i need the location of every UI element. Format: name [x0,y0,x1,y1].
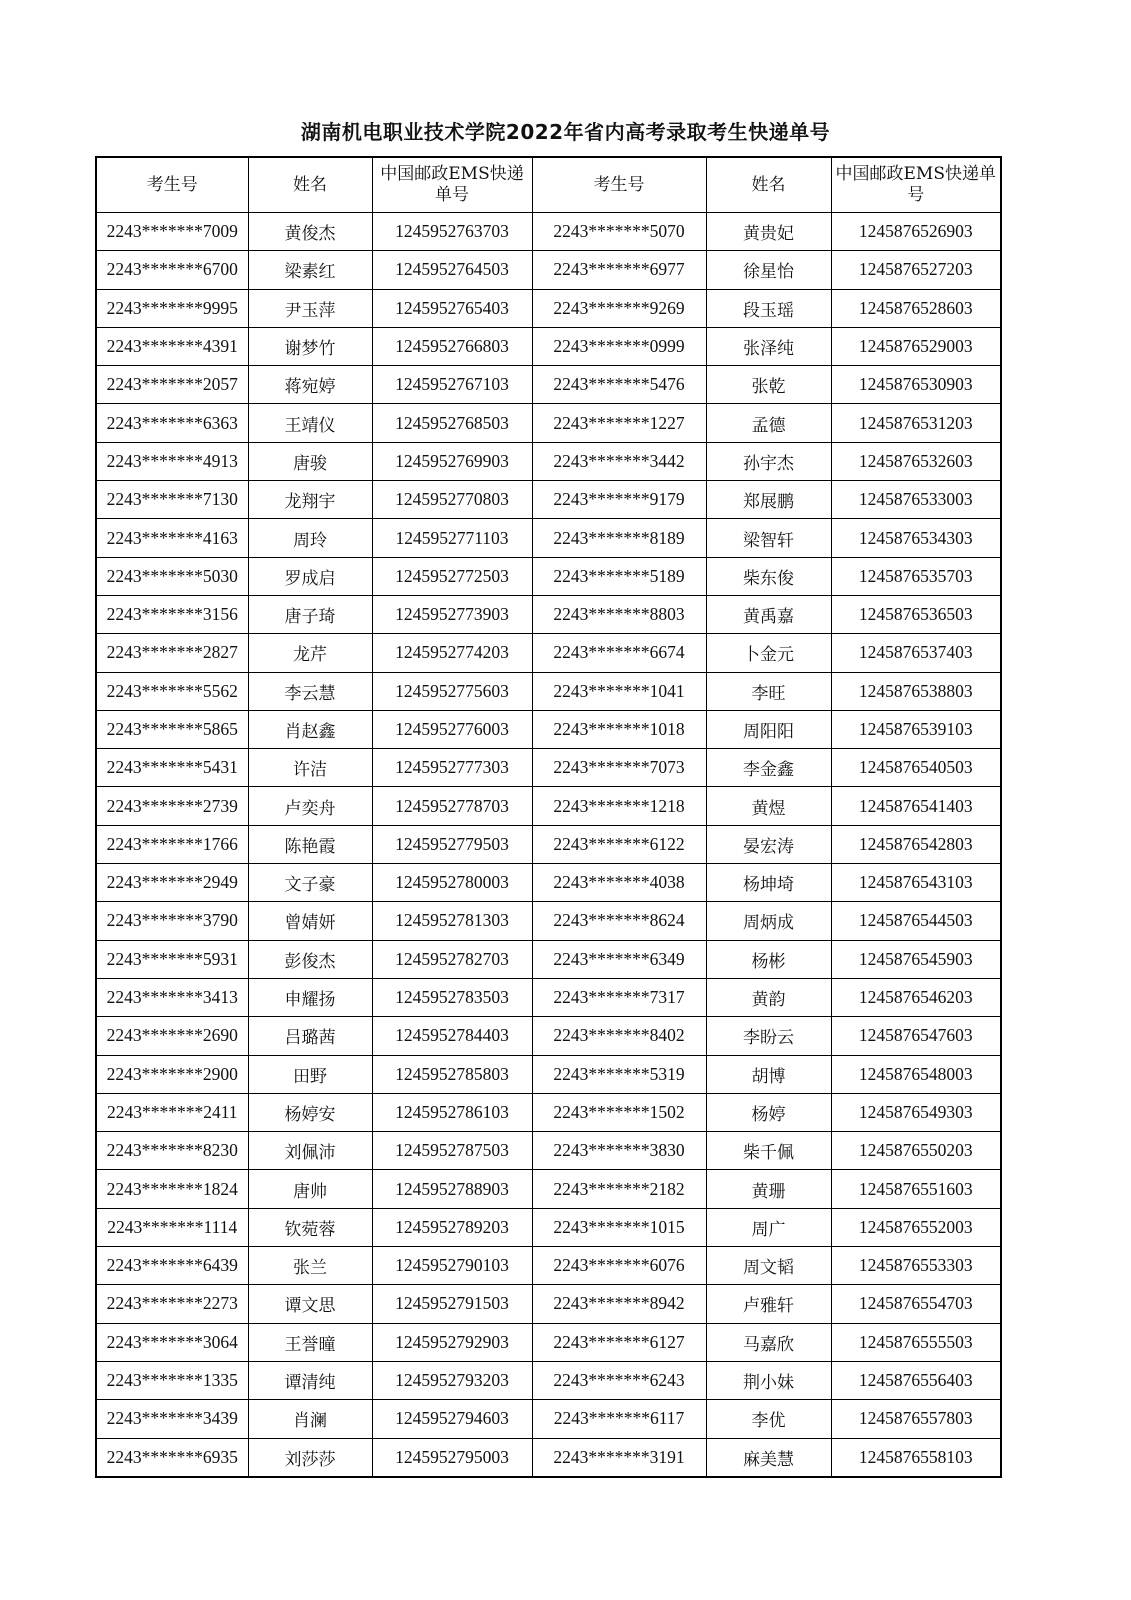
ems-number-cell: 1245876539103 [831,710,1001,748]
candidate-id-cell: 2243*******7009 [96,213,248,251]
name-cell: 张泽纯 [706,327,831,365]
name-cell: 周炳成 [706,902,831,940]
name-cell: 龙芹 [248,634,372,672]
table-row [96,1438,1001,1477]
ems-number-cell: 1245952770803 [372,481,532,519]
name-cell: 唐子琦 [248,595,372,633]
name-cell: 徐星怡 [706,251,831,289]
candidate-id-cell: 2243*******1041 [532,672,706,710]
table-row [96,1285,1001,1323]
candidate-id-cell: 2243*******3830 [532,1132,706,1170]
ems-number-cell: 1245876544503 [831,902,1001,940]
name-cell: 刘莎莎 [248,1438,372,1477]
ems-number-cell: 1245952786103 [372,1093,532,1131]
ems-number-cell: 1245876546203 [831,978,1001,1016]
name-cell: 周玲 [248,519,372,557]
candidate-id-cell: 2243*******6439 [96,1247,248,1285]
candidate-id-cell: 2243*******6243 [532,1361,706,1399]
candidate-id-cell: 2243*******1335 [96,1361,248,1399]
candidate-id-cell: 2243*******2900 [96,1055,248,1093]
ems-number-cell: 1245876534303 [831,519,1001,557]
candidate-id-cell: 2243*******8230 [96,1132,248,1170]
candidate-id-cell: 2243*******9995 [96,289,248,327]
name-cell: 唐骏 [248,442,372,480]
name-cell: 胡博 [706,1055,831,1093]
ems-number-cell: 1245876535703 [831,557,1001,595]
ems-number-cell: 1245876548003 [831,1055,1001,1093]
header-ems-number: 中国邮政EMS快递单号 [831,157,1001,213]
table-row [96,710,1001,748]
name-cell: 柴千佩 [706,1132,831,1170]
candidate-id-cell: 2243*******5189 [532,557,706,595]
header-candidate-id: 考生号 [532,157,706,213]
name-cell: 卜金元 [706,634,831,672]
name-cell: 文子豪 [248,864,372,902]
ems-number-cell: 1245952780003 [372,864,532,902]
ems-number-cell: 1245952767103 [372,366,532,404]
candidate-id-cell: 2243*******2827 [96,634,248,672]
ems-number-cell: 1245876533003 [831,481,1001,519]
ems-number-cell: 1245876557803 [831,1400,1001,1438]
ems-number-cell: 1245952795003 [372,1438,532,1477]
table-row [96,289,1001,327]
name-cell: 柴东俊 [706,557,831,595]
name-cell: 卢雅轩 [706,1285,831,1323]
candidate-id-cell: 2243*******1218 [532,787,706,825]
candidate-id-cell: 2243*******3191 [532,1438,706,1477]
name-cell: 蒋宛婷 [248,366,372,404]
candidate-id-cell: 2243*******1766 [96,825,248,863]
ems-number-cell: 1245952779503 [372,825,532,863]
ems-number-cell: 1245952789203 [372,1208,532,1246]
table-row [96,1093,1001,1131]
ems-number-cell: 1245876537403 [831,634,1001,672]
ems-number-cell: 1245876538803 [831,672,1001,710]
ems-number-cell: 1245876552003 [831,1208,1001,1246]
candidate-id-cell: 2243*******8803 [532,595,706,633]
candidate-id-cell: 2243*******7073 [532,749,706,787]
name-cell: 陈艳霞 [248,825,372,863]
ems-number-cell: 1245876531203 [831,404,1001,442]
ems-number-cell: 1245952776003 [372,710,532,748]
table-row [96,1132,1001,1170]
table-row [96,749,1001,787]
ems-number-cell: 1245876549303 [831,1093,1001,1131]
candidate-id-cell: 2243*******6127 [532,1323,706,1361]
header-name: 姓名 [706,157,831,213]
ems-number-cell: 1245952783503 [372,978,532,1016]
name-cell: 张兰 [248,1247,372,1285]
candidate-id-cell: 2243*******3790 [96,902,248,940]
candidate-id-cell: 2243*******6117 [532,1400,706,1438]
name-cell: 麻美慧 [706,1438,831,1477]
name-cell: 谭文思 [248,1285,372,1323]
candidate-id-cell: 2243*******6700 [96,251,248,289]
table-row [96,557,1001,595]
name-cell: 申耀扬 [248,978,372,1016]
ems-number-cell: 1245952788903 [372,1170,532,1208]
ems-number-cell: 1245876532603 [831,442,1001,480]
ems-number-cell: 1245876545903 [831,940,1001,978]
table-row [96,1208,1001,1246]
name-cell: 晏宏涛 [706,825,831,863]
candidate-id-cell: 2243*******8942 [532,1285,706,1323]
name-cell: 周文韬 [706,1247,831,1285]
candidate-id-cell: 2243*******2273 [96,1285,248,1323]
candidate-id-cell: 2243*******5865 [96,710,248,748]
table-row [96,864,1001,902]
ems-number-cell: 1245952772503 [372,557,532,595]
ems-number-cell: 1245952784403 [372,1017,532,1055]
table-row [96,978,1001,1016]
candidate-id-cell: 2243*******3442 [532,442,706,480]
table-row [96,634,1001,672]
name-cell: 杨婷安 [248,1093,372,1131]
name-cell: 周阳阳 [706,710,831,748]
table-row [96,1400,1001,1438]
ems-number-cell: 1245876558103 [831,1438,1001,1477]
name-cell: 周广 [706,1208,831,1246]
candidate-id-cell: 2243*******5931 [96,940,248,978]
name-cell: 李优 [706,1400,831,1438]
ems-number-cell: 1245876527203 [831,251,1001,289]
name-cell: 卢奕舟 [248,787,372,825]
table-row [96,825,1001,863]
name-cell: 孟德 [706,404,831,442]
header-ems-number: 中国邮政EMS快递单号 [372,157,532,213]
ems-number-cell: 1245876541403 [831,787,1001,825]
name-cell: 黄韵 [706,978,831,1016]
candidate-id-cell: 2243*******5319 [532,1055,706,1093]
ems-number-cell: 1245952790103 [372,1247,532,1285]
name-cell: 马嘉欣 [706,1323,831,1361]
table-row [96,787,1001,825]
candidate-id-cell: 2243*******5030 [96,557,248,595]
candidate-id-cell: 2243*******9179 [532,481,706,519]
ems-number-cell: 1245952782703 [372,940,532,978]
ems-number-cell: 1245952773903 [372,595,532,633]
name-cell: 张乾 [706,366,831,404]
candidate-id-cell: 2243*******7130 [96,481,248,519]
ems-number-cell: 1245876550203 [831,1132,1001,1170]
ems-number-cell: 1245876553303 [831,1247,1001,1285]
table-row [96,1017,1001,1055]
table-row [96,1361,1001,1399]
name-cell: 谢梦竹 [248,327,372,365]
table-row [96,251,1001,289]
candidate-id-cell: 2243*******4913 [96,442,248,480]
name-cell: 田野 [248,1055,372,1093]
name-cell: 孙宇杰 [706,442,831,480]
name-cell: 唐帅 [248,1170,372,1208]
table-row [96,366,1001,404]
candidate-id-cell: 2243*******2057 [96,366,248,404]
name-cell: 梁智轩 [706,519,831,557]
table-row [96,404,1001,442]
name-cell: 罗成启 [248,557,372,595]
candidate-id-cell: 2243*******5562 [96,672,248,710]
ems-number-cell: 1245952775603 [372,672,532,710]
name-cell: 杨婷 [706,1093,831,1131]
table-row [96,1170,1001,1208]
candidate-id-cell: 2243*******3064 [96,1323,248,1361]
candidate-id-cell: 2243*******2739 [96,787,248,825]
name-cell: 钦菀蓉 [248,1208,372,1246]
ems-number-cell: 1245952765403 [372,289,532,327]
candidate-id-cell: 2243*******6349 [532,940,706,978]
table-row [96,902,1001,940]
ems-number-cell: 1245952778703 [372,787,532,825]
candidate-id-cell: 2243*******2690 [96,1017,248,1055]
table-row [96,213,1001,251]
candidate-id-cell: 2243*******1502 [532,1093,706,1131]
name-cell: 黄俊杰 [248,213,372,251]
ems-number-cell: 1245952787503 [372,1132,532,1170]
header-name: 姓名 [248,157,372,213]
ems-number-cell: 1245952794603 [372,1400,532,1438]
ems-number-cell: 1245876542803 [831,825,1001,863]
table-row [96,442,1001,480]
candidate-id-cell: 2243*******5070 [532,213,706,251]
table-row [96,1323,1001,1361]
ems-number-cell: 1245952777303 [372,749,532,787]
name-cell: 黄禹嘉 [706,595,831,633]
ems-number-cell: 1245952781303 [372,902,532,940]
name-cell: 刘佩沛 [248,1132,372,1170]
candidate-id-cell: 2243*******7317 [532,978,706,1016]
candidate-id-cell: 2243*******4038 [532,864,706,902]
name-cell: 黄煜 [706,787,831,825]
ems-number-cell: 1245952793203 [372,1361,532,1399]
ems-number-cell: 1245876554703 [831,1285,1001,1323]
candidate-id-cell: 2243*******8624 [532,902,706,940]
express-tracking-table [95,156,1002,1478]
table-row [96,1055,1001,1093]
ems-number-cell: 1245952763703 [372,213,532,251]
candidate-id-cell: 2243*******6977 [532,251,706,289]
name-cell: 尹玉萍 [248,289,372,327]
table-header-row [96,157,1001,213]
table-row [96,940,1001,978]
candidate-id-cell: 2243*******3413 [96,978,248,1016]
name-cell: 王誉曈 [248,1323,372,1361]
candidate-id-cell: 2243*******4391 [96,327,248,365]
name-cell: 李金鑫 [706,749,831,787]
name-cell: 龙翔宇 [248,481,372,519]
ems-number-cell: 1245952792903 [372,1323,532,1361]
table-row [96,519,1001,557]
name-cell: 李旺 [706,672,831,710]
name-cell: 段玉瑶 [706,289,831,327]
name-cell: 肖澜 [248,1400,372,1438]
name-cell: 李盼云 [706,1017,831,1055]
candidate-id-cell: 2243*******2411 [96,1093,248,1131]
ems-number-cell: 1245952768503 [372,404,532,442]
ems-number-cell: 1245876547603 [831,1017,1001,1055]
ems-number-cell: 1245876526903 [831,213,1001,251]
table-body [96,213,1001,1477]
candidate-id-cell: 2243*******6076 [532,1247,706,1285]
candidate-id-cell: 2243*******8189 [532,519,706,557]
ems-number-cell: 1245876556403 [831,1361,1001,1399]
ems-number-cell: 1245952771103 [372,519,532,557]
table-row [96,1247,1001,1285]
table-row [96,327,1001,365]
name-cell: 杨坤埼 [706,864,831,902]
ems-number-cell: 1245876536503 [831,595,1001,633]
name-cell: 黄贵妃 [706,213,831,251]
name-cell: 梁素红 [248,251,372,289]
ems-number-cell: 1245952774203 [372,634,532,672]
name-cell: 许洁 [248,749,372,787]
table-row [96,595,1001,633]
ems-number-cell: 1245876551603 [831,1170,1001,1208]
name-cell: 荆小妹 [706,1361,831,1399]
ems-number-cell: 1245876543103 [831,864,1001,902]
candidate-id-cell: 2243*******4163 [96,519,248,557]
name-cell: 谭清纯 [248,1361,372,1399]
candidate-id-cell: 2243*******6122 [532,825,706,863]
ems-number-cell: 1245876530903 [831,366,1001,404]
ems-number-cell: 1245952764503 [372,251,532,289]
ems-number-cell: 1245876555503 [831,1323,1001,1361]
ems-number-cell: 1245952791503 [372,1285,532,1323]
header-candidate-id: 考生号 [96,157,248,213]
candidate-id-cell: 2243*******1824 [96,1170,248,1208]
name-cell: 郑展鹏 [706,481,831,519]
ems-number-cell: 1245876540503 [831,749,1001,787]
candidate-id-cell: 2243*******9269 [532,289,706,327]
candidate-id-cell: 2243*******2949 [96,864,248,902]
candidate-id-cell: 2243*******8402 [532,1017,706,1055]
candidate-id-cell: 2243*******6935 [96,1438,248,1477]
ems-number-cell: 1245876528603 [831,289,1001,327]
candidate-id-cell: 2243*******1018 [532,710,706,748]
table-row [96,481,1001,519]
candidate-id-cell: 2243*******1227 [532,404,706,442]
candidate-id-cell: 2243*******6674 [532,634,706,672]
name-cell: 王靖仪 [248,404,372,442]
document-title: 湖南机电职业技术学院2022年省内高考录取考生快递单号 [300,120,831,144]
ems-number-cell: 1245952769903 [372,442,532,480]
name-cell: 肖赵鑫 [248,710,372,748]
candidate-id-cell: 2243*******3439 [96,1400,248,1438]
candidate-id-cell: 2243*******1015 [532,1208,706,1246]
ems-number-cell: 1245952785803 [372,1055,532,1093]
name-cell: 曾婧妍 [248,902,372,940]
candidate-id-cell: 2243*******5476 [532,366,706,404]
candidate-id-cell: 2243*******3156 [96,595,248,633]
ems-number-cell: 1245876529003 [831,327,1001,365]
name-cell: 李云慧 [248,672,372,710]
name-cell: 杨彬 [706,940,831,978]
name-cell: 吕璐茜 [248,1017,372,1055]
candidate-id-cell: 2243*******6363 [96,404,248,442]
name-cell: 彭俊杰 [248,940,372,978]
candidate-id-cell: 2243*******5431 [96,749,248,787]
name-cell: 黄珊 [706,1170,831,1208]
candidate-id-cell: 2243*******2182 [532,1170,706,1208]
candidate-id-cell: 2243*******0999 [532,327,706,365]
ems-number-cell: 1245952766803 [372,327,532,365]
table-row [96,672,1001,710]
candidate-id-cell: 2243*******1114 [96,1208,248,1246]
